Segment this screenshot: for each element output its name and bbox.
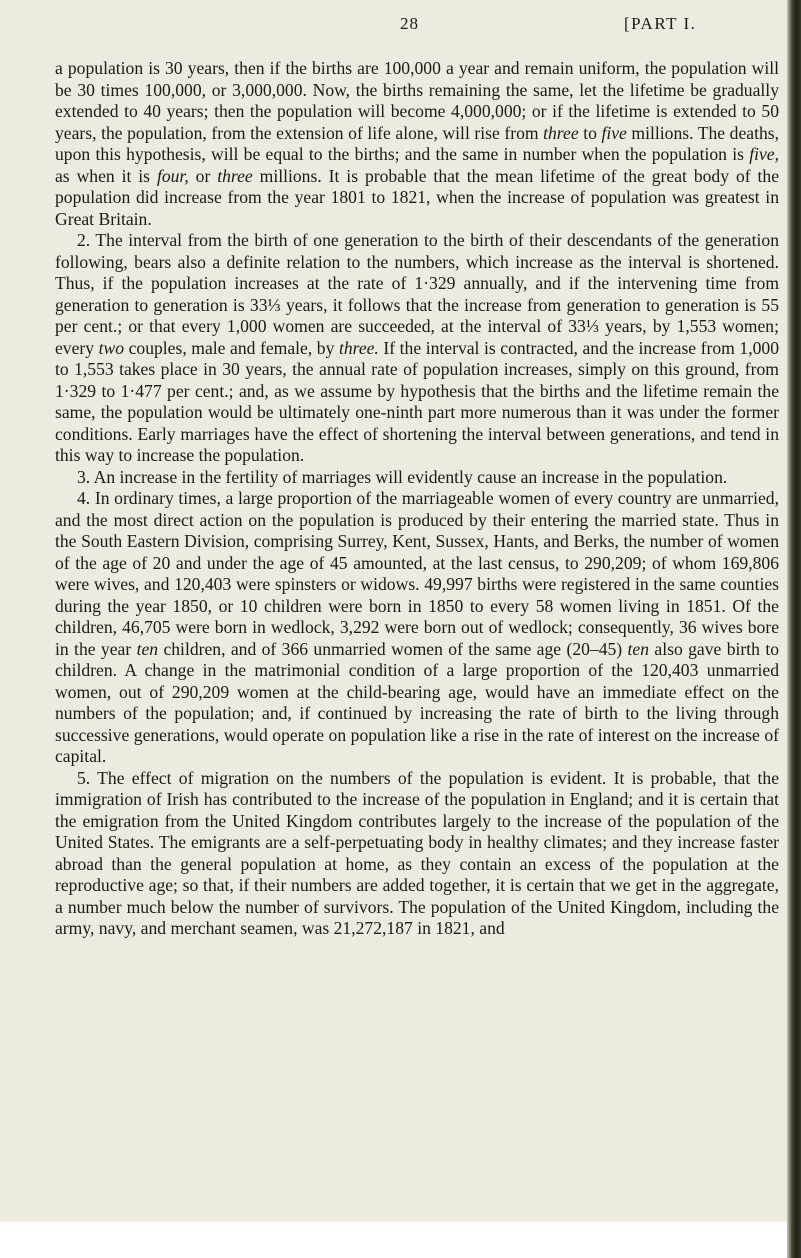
page-number: 28 [400,14,419,33]
text-run: If the interval is contracted, and the increase from 1,000 to 1,553 takes place in 30 years, the annual rate of population increases, simply on this ground, from 1·329 to 1·477 per cent.; and, as we assume by hypothesis that the births and the lifetime remain the same, the population would be ultimately one-ninth part more numerous than it was under the former conditions. Early marriages have the effect of shortening the interval between generations, and tend in this way to increase the population. [55,337,779,465]
text-run: 2. The interval from the birth of one generation to the birth of their descendants of the generation following, bears also a definite relation to the numbers, which increase as the interval is shortened. Thus, if the population increases at the rate of 1·329 annually, and if the intervening time from generation to generation is 33⅓ years, it follows that the increase from generation to generation is 55 per cent.; or that every 1,000 women are succeeded, at the interval of 33⅓ years, by 1,553 women; every [55,230,779,358]
text-run: also gave birth to children. A change in the matrimonial condition of a large proportion of the 120,403 unmarried women, out of 290,209 women at the child-bearing age, would have an immediate effect on the numbers of the population; and, if continued by increasing the rate of birth to the living through successive generations, would operate on population like a rise in the rate of interest on the increase of capital. [55,638,780,766]
body-text [55,58,779,940]
text-run: to [578,122,602,143]
text-run: 4. In ordinary times, a large proportion of the marriageable women of every country are unmarried, and the most direct action on the population is produced by their entering the married state. Thus in the South Eastern Division, comprising Surrey, Kent, Sussex, Hants, and Berks, the number of women of the age of 20 and under the age of 45 amounted, at the last census, to 290,209; of whom 169,806 were wives, and 120,403 were spinsters or widows. 49,997 births were registered in the same counties during the year 1850, or 10 children were born in 1850 to every 58 women living in 1851. Of the children, 46,705 were born in wedlock, 3,292 were born out of wedlock; consequently, 36 wives bore in the year [55,488,779,659]
italic-run: two [98,337,125,358]
text-run: 3. An increase in the fertility of marriages will evidently cause an increase in the population. [77,466,728,487]
text-run: 5. The effect of migration on the numbers of the population is evident. It is probable, that the immigration of Irish has contributed to the increase of the population in England; and it is certain that the emigration from the United Kingdom contributes largely to the increase of the population of the United States. The emigrants are a self-perpetuating body in healthy climates; and they increase faster abroad than the general population at home, as they contain an excess of the population at the reproductive age; so that, if their numbers are added together, it is certain that we get in the aggregate, a number much below the number of survivors. The population of the United Kingdom, including the army, navy, and merchant seamen, was 21,272,187 in 1821, and [55,767,779,938]
paragraph-5 [55,768,779,940]
text-run: a population is 30 years, then if the births are 100,000 a year and remain uniform, the population will be 30 times 100,000, or 3,000,000. Now, the births remaining the same, let the lifetime be gradually extended to 40 years; then the population will become 4,000,000; or if the lifetime is extended to 50 years, the population, from the extension of life alone, will rise from [55,58,779,143]
book-binding-edge [787,0,801,1258]
page-header [0,14,790,38]
paragraph-4 [55,488,779,768]
paragraph-3 [55,467,779,489]
text-run: children, and of 366 unmarried women of the same age (20–45) [158,638,628,659]
italic-run: five [601,122,627,143]
paragraph-opening [55,58,779,230]
text-run: millions. The deaths, upon this hypothesis, will be equal to the births; and the same in number when the population is [55,122,780,164]
italic-run: five, [749,144,779,164]
text-run: as when it is [55,165,157,186]
part-label: [PART I. [624,14,697,33]
italic-run: three. [338,337,379,358]
scan-margin [0,1222,801,1258]
italic-run: three [217,165,253,186]
text-run: millions. It is probable that the mean lifetime of the great body of the population did increase from the year 1801 to 1821, when the increase of population was greatest in Great Britain. [55,165,780,229]
paragraph-2 [55,230,779,467]
italic-run: ten [627,638,650,659]
italic-run: three [543,122,579,143]
text-run: or [188,165,218,186]
italic-run: four, [156,165,189,186]
text-run: couples, male and female, by [124,337,339,358]
italic-run: ten [136,638,159,659]
